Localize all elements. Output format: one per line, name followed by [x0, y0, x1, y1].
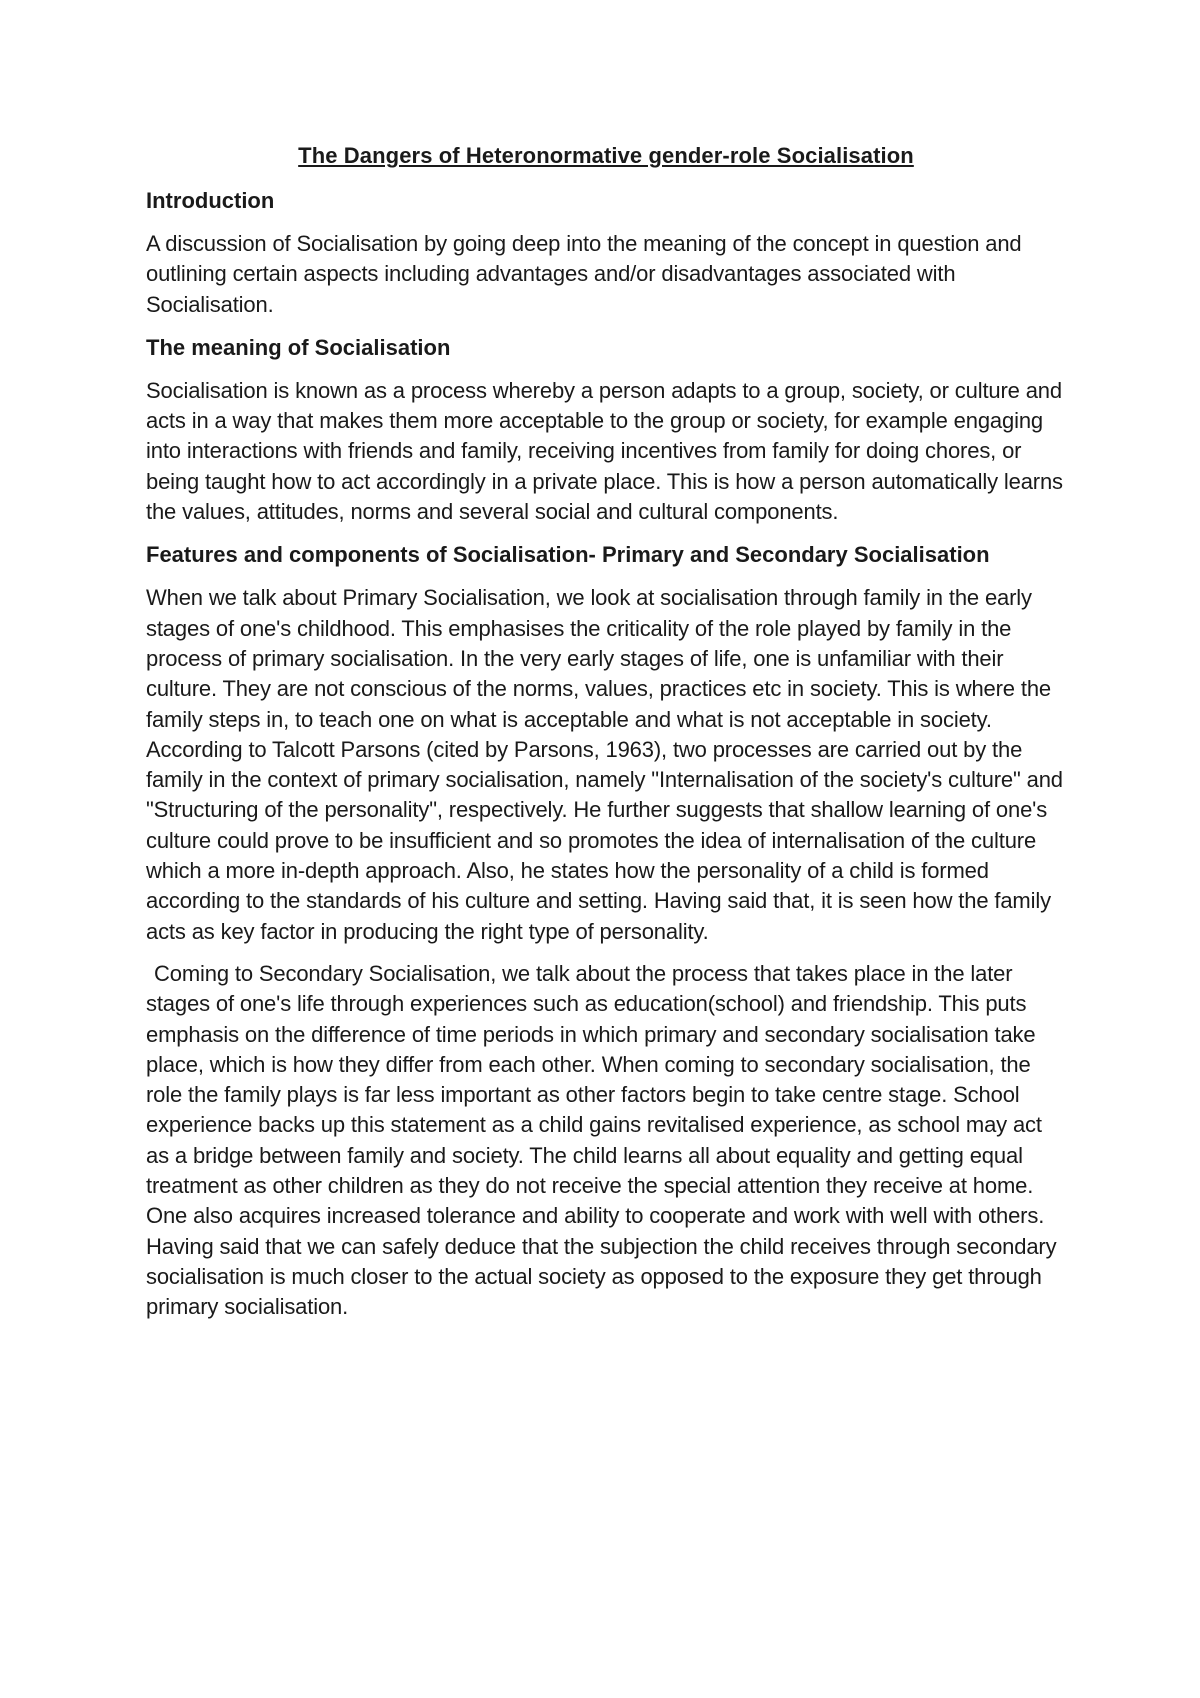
document-title: The Dangers of Heteronormative gender-role Socialisation — [298, 143, 914, 168]
introduction-heading: Introduction — [146, 188, 275, 213]
features-heading: Features and components of Socialisation- Primary and Secondary Socialisation — [146, 542, 990, 568]
introduction-paragraph: A discussion of Socialisation by going deep into the meaning of the concept in question and outlining certain aspects including advantages and/or disadvantages associated with Socialisation. — [146, 231, 1022, 317]
meaning-paragraph: Socialisation is known as a process whereby a person adapts to a group, society, or culture and acts in a way that makes them more acceptable to the group or society, for example engaging into interactions with friends and family, receiving incentives from family for doing chores, or being taught how to act accordingly in a private place. This is how a person automatically learns the values, attitudes, norms and several social and cultural components. — [146, 377, 1063, 525]
document-body — [146, 143, 1066, 1335]
secondary-socialisation-paragraph: Coming to Secondary Socialisation, we talk about the process that takes place in the later stages of one's life through experiences such as education(school) and friendship. This puts emphasis on the difference of time periods in which primary and secondary socialisation take place, which is how they differ from each other. When coming to secondary socialisation, the role the family plays is far less important as other factors begin to take centre stage. School experience backs up this statement as a child gains revitalised experience, as school may act as a bridge between family and society. The child learns all about equality and getting equal treatment as other children as they do not receive the special attention they receive at home. One also acquires increased tolerance and ability to cooperate and work with well with others. Having said that we can safely deduce that the subjection the child receives through secondary socialisation is much closer to the actual society as opposed to the exposure they get through primary socialisation. — [146, 960, 1057, 1320]
meaning-heading: The meaning of Socialisation — [146, 334, 451, 360]
primary-socialisation-paragraph: When we talk about Primary Socialisation, we look at socialisation through family in the early stages of one's childhood. This emphasises the criticality of the role played by family in the process of primary socialisation. In the very early stages of life, one is unfamiliar with their culture. They are not conscious of the norms, values, practices etc in society. This is where the family steps in, to teach one on what is acceptable and what is not acceptable in society. According to Talcott Parsons (cited by Parsons, 1963), two processes are carried out by the family in the context of primary socialisation, namely "Internalisation of the society's culture" and "Structuring of the personality", respectively. He further suggests that shallow learning of one's culture could prove to be insufficient and so promotes the idea of internalisation of the culture which a more in-depth approach. Also, he states how the personality of a child is formed according to the standards of his culture and setting. Having said that, it is seen how the family acts as key factor in producing the right type of personality. — [146, 585, 1063, 944]
